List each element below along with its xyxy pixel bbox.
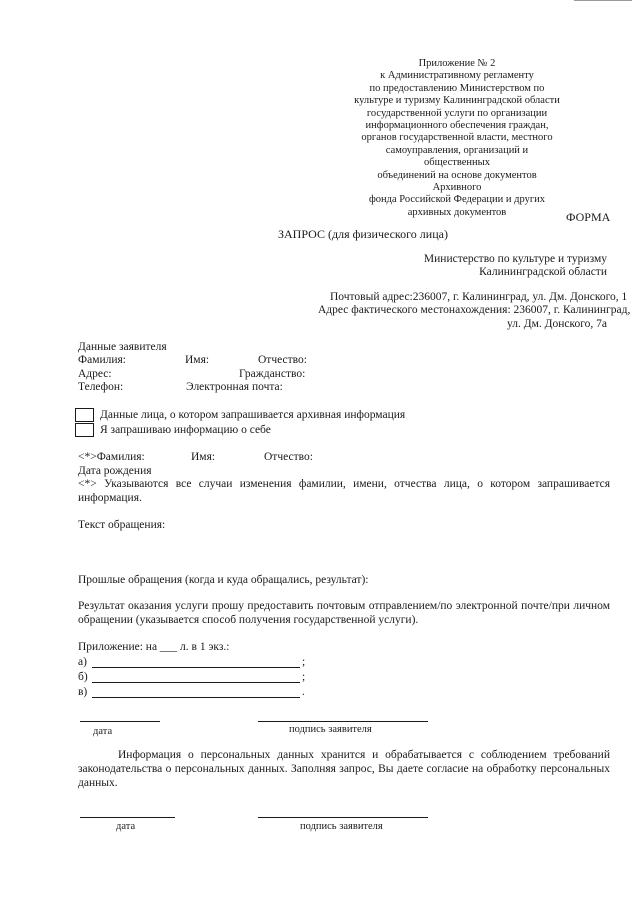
signature-caption: подпись заявителя (300, 821, 383, 832)
applicant-patronymic-label: Отчество: (258, 354, 307, 366)
subject-footnote: <*> Указываются все случаи изменения фамилии, имени, отчества лица, о котором запрашивается информация. (78, 478, 610, 504)
appendix-line: фонда Российской Федерации и других (368, 194, 545, 206)
recipient-postal: Почтовый адрес:236007, г. Калининград, ул. Дм. Донского, 1 (330, 291, 628, 303)
applicant-signature-line[interactable] (258, 817, 428, 818)
request-text-label: Текст обращения: (78, 519, 166, 531)
subject-birth-date-label: Дата рождения (78, 465, 152, 477)
attachment-label: а) (78, 656, 87, 668)
date-signature-line[interactable] (80, 721, 160, 722)
appendix-line: самоуправления, организаций и общественных (385, 144, 529, 169)
attachment-input-line[interactable] (92, 667, 300, 668)
recipient-actual: Адрес фактического местонахождения: 236007, г. Калининград, (318, 304, 631, 316)
form-label: ФОРМА (566, 210, 611, 224)
recipient-actual: ул. Дм. Донского, 7а (507, 318, 607, 330)
consent-text: Информация о персональных данных хранится и обрабатывается с соблюдением требований законодательства о персональных данных. Заполняя запрос, Вы даете согласие на обработку персональных данных. (78, 749, 610, 789)
date-caption: дата (116, 821, 136, 832)
applicant-citizenship-label: Гражданство: (239, 368, 306, 380)
attachment-label: б) (78, 671, 88, 683)
appendix-line: к Административному регламенту (380, 70, 534, 82)
appendix-line: информационного обеспечения граждан, (365, 120, 549, 132)
applicant-address-label: Адрес: (78, 368, 112, 380)
date-caption: дата (93, 726, 113, 737)
attachment-end: . (302, 686, 305, 698)
appendix-line: объединений на основе документов Архивного (377, 169, 537, 194)
previous-requests-label: Прошлые обращения (когда и куда обращались, результат): (78, 574, 369, 586)
checkbox-self[interactable] (75, 423, 94, 437)
subject-patronymic-label: Отчество: (264, 451, 313, 463)
applicant-heading: Данные заявителя (78, 341, 167, 353)
applicant-phone-label: Телефон: (78, 381, 124, 393)
applicant-signature-line[interactable] (258, 721, 428, 722)
attachment-end: ; (302, 656, 306, 668)
applicant-name-label: Имя: (185, 354, 210, 366)
appendix-line: Приложение № 2 (418, 58, 496, 69)
appendix-line: по предоставлению Министерством по (369, 82, 545, 94)
date-signature-line[interactable] (80, 817, 175, 818)
recipient-line: Министерство по культуре и туризму (423, 253, 607, 265)
appendix-block (354, 58, 560, 219)
appendix-line: архивных документов (407, 206, 507, 218)
recipient-line: Калининградской области (479, 266, 607, 278)
attachment-input-line[interactable] (92, 682, 300, 683)
request-title: ЗАПРОС (для физического лица) (278, 227, 448, 241)
option-other-person-label: Данные лица, о котором запрашивается архивная информация (100, 409, 406, 421)
delivery-method-text: Результат оказания услуги прошу предоставить почтовым отправлением/по электронной почте/при личном обращении (указывается способ получения государственной услуги). (78, 600, 610, 626)
option-self-label: Я запрашиваю информацию о себе (100, 424, 271, 436)
applicant-surname-label: Фамилия: (78, 354, 126, 366)
scan-edge-mark (574, 0, 632, 1)
signature-caption: подпись заявителя (289, 724, 372, 735)
attachment-label: в) (78, 686, 88, 698)
applicant-email-label: Электронная почта: (186, 381, 283, 393)
appendix-line: культуре и туризму Калининградской области (354, 95, 560, 107)
subject-name-label: Имя: (191, 451, 216, 463)
subject-surname-label: <*>Фамилия: (78, 451, 145, 463)
attachments-heading: Приложение: на ___ л. в 1 экз.: (78, 641, 230, 653)
appendix-line: органов государственной власти, местного (361, 132, 553, 144)
appendix-line: государственной услуги по организации (366, 107, 548, 119)
attachment-end: ; (302, 671, 306, 683)
attachment-input-line[interactable] (92, 697, 300, 698)
checkbox-other-person[interactable] (75, 408, 94, 422)
